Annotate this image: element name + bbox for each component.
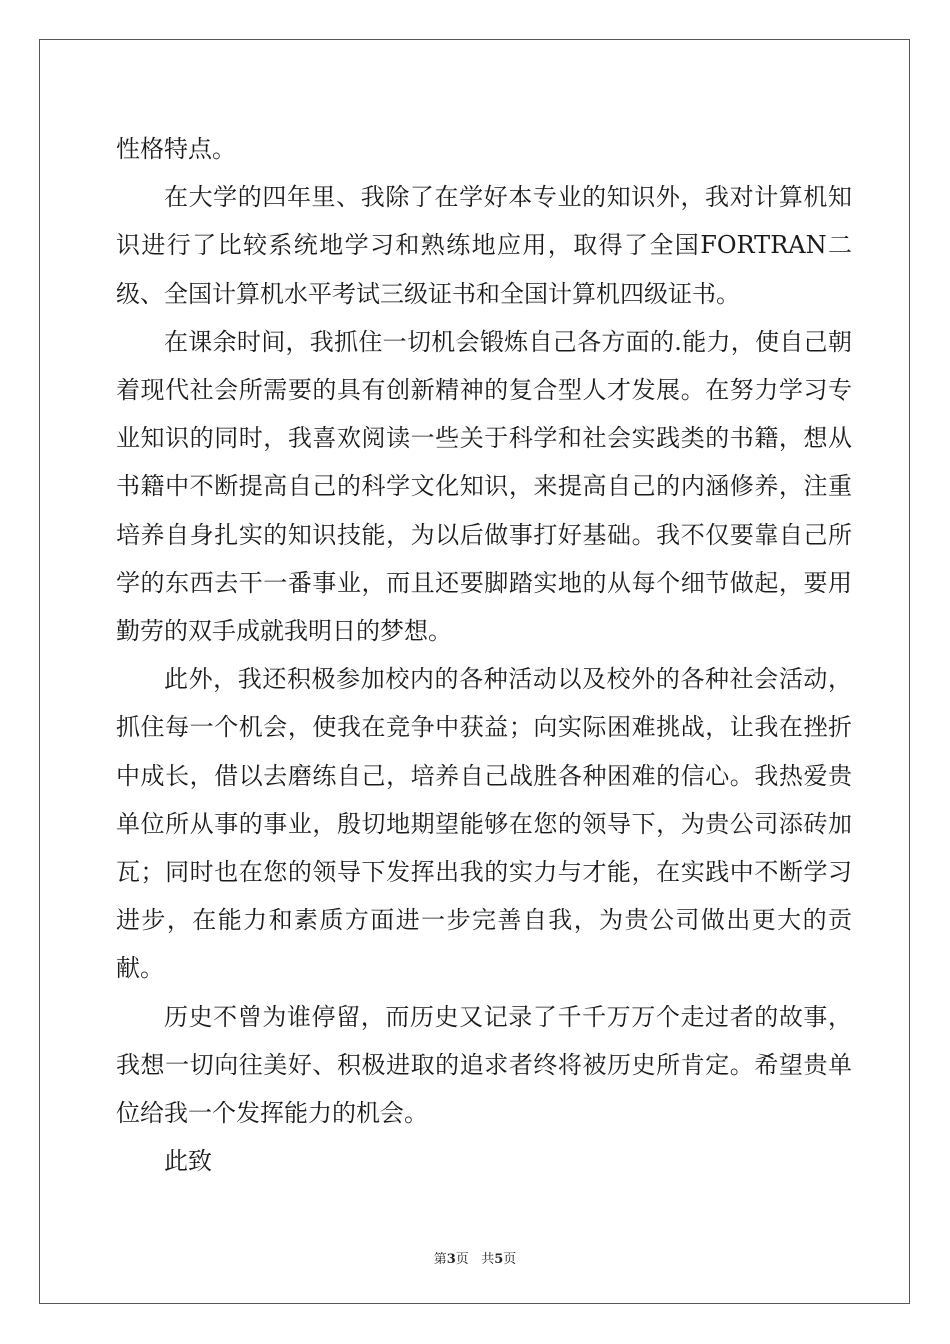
page-number-footer [0,1248,950,1267]
paragraph-computer-skills: 在大学的四年里、我除了在学好本专业的知识外，我对计算机知识进行了比较系统地学习和熟练地应用，取得了全国FORTRAN二级、全国计算机水平考试三级证书和全国计算机四级证书。 [116,183,852,308]
page-total: 5 [494,1252,504,1267]
paragraph-closing: 此致 [164,1147,212,1176]
page-current: 3 [446,1252,456,1267]
total-suffix: 页 [503,1252,517,1267]
paragraph-extracurricular: 在课余时间，我抓住一切机会锻炼自己各方面的.能力，使自己朝着现代社会所需要的具有创新精神的复合型人才发展。在努力学习专业知识的同时，我喜欢阅读一些关于科学和社会实践类的书籍，想从书籍中不断提高自己的科学文化知识，来提高自己的内涵修养，注重培养自身扎实的知识技能，为以后做事打好基础。我不仅要靠自己所学的东西去干一番事业，而且还要脚踏实地的从每个细节做起，要用勤劳的双手成就我明日的梦想。 [116,327,852,646]
page-prefix: 第 [433,1252,447,1267]
letter-body [116,125,852,1185]
paragraph-continuation: 性格特点。 [116,135,236,163]
paragraph-activities: 此外，我还积极参加校内的各种活动以及校外的各种社会活动，抓住每一个机会，使我在竞争中获益；向实际困难挑战，让我在挫折中成长，借以去磨练自己，培养自己战胜各种困难的信心。我热爱贵单位所从事的事业，殷切地期望能够在您的领导下，为贵公司添砖加瓦；同时也在您的领导下发挥出我的实力与才能，在实践中不断学习进步，在能力和素质方面进一步完善自我，为贵公司做出更大的贡献。 [116,665,852,983]
page-suffix: 页 [455,1252,469,1267]
paragraph-history: 历史不曾为谁停留，而历史又记录了千千万万个走过者的故事，我想一切向往美好、积极进取的追求者终将被历史所肯定。希望贵单位给我一个发挥能力的机会。 [116,1002,852,1128]
total-prefix: 共 [481,1252,495,1267]
